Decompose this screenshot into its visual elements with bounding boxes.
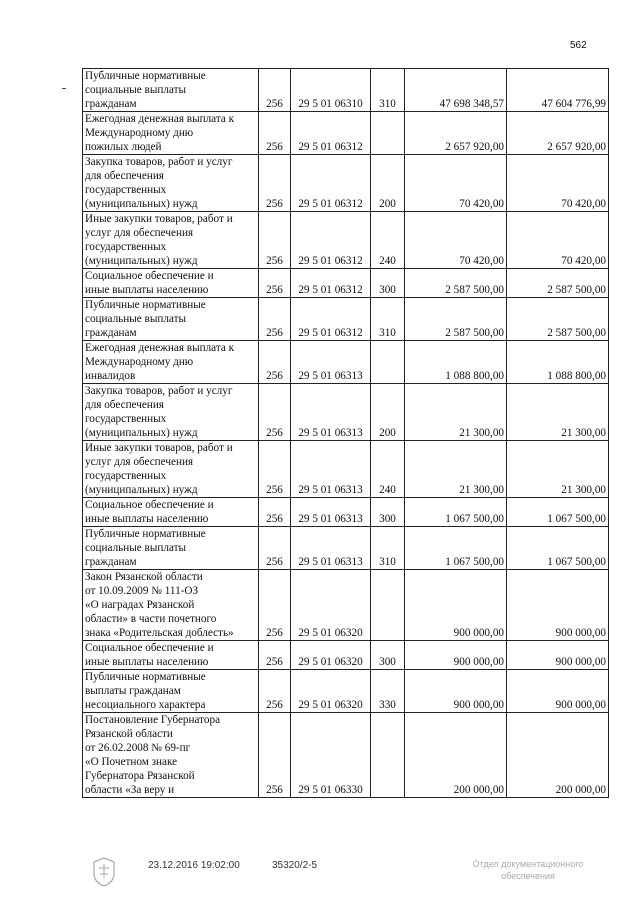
row-csr: 29 5 01 06312 (291, 269, 371, 298)
row-sum-1: 900 000,00 (405, 570, 507, 641)
row-sum-1: 21 300,00 (405, 384, 507, 441)
row-vr: 310 (371, 69, 405, 112)
row-code: 256 (259, 527, 291, 570)
row-name: Социальное обеспечение и иные выплаты населению (83, 641, 259, 670)
table-row (83, 441, 609, 498)
table-row (83, 527, 609, 570)
row-sum-2: 900 000,00 (507, 670, 609, 713)
row-csr: 29 5 01 06320 (291, 641, 371, 670)
row-name: Закон Рязанской области от 10.09.2009 № 111-ОЗ «О наградах Рязанской области» в части почетного знака «Родительская доблесть» (83, 570, 259, 641)
row-code: 256 (259, 298, 291, 341)
row-sum-1: 900 000,00 (405, 670, 507, 713)
row-name: Иные закупки товаров, работ и услуг для обеспечения государственных (муниципальных) нужд (83, 212, 259, 269)
row-sum-2: 900 000,00 (507, 570, 609, 641)
row-sum-2: 2 587 500,00 (507, 298, 609, 341)
row-vr: 200 (371, 155, 405, 212)
row-sum-2: 1 088 800,00 (507, 341, 609, 384)
table-row (83, 570, 609, 641)
table-row (83, 341, 609, 384)
budget-table (82, 68, 609, 798)
row-sum-2: 1 067 500,00 (507, 498, 609, 527)
row-code: 256 (259, 498, 291, 527)
footer-org-line1: Отдел документационного (472, 859, 584, 869)
table-row (83, 112, 609, 155)
table-row (83, 269, 609, 298)
row-sum-2: 47 604 776,99 (507, 69, 609, 112)
row-sum-1: 2 657 920,00 (405, 112, 507, 155)
row-sum-1: 70 420,00 (405, 212, 507, 269)
footer-org (448, 858, 608, 882)
row-vr: 200 (371, 384, 405, 441)
row-csr: 29 5 01 06312 (291, 212, 371, 269)
row-code: 256 (259, 212, 291, 269)
row-csr: 29 5 01 06320 (291, 670, 371, 713)
row-sum-1: 2 587 500,00 (405, 269, 507, 298)
row-code: 256 (259, 384, 291, 441)
row-sum-2: 21 300,00 (507, 441, 609, 498)
footer-org-line2: обеспечения (501, 871, 555, 881)
table-row (83, 641, 609, 670)
row-code: 256 (259, 112, 291, 155)
row-name: Публичные нормативные социальные выплаты гражданам (83, 298, 259, 341)
row-sum-2: 200 000,00 (507, 713, 609, 798)
row-csr: 29 5 01 06312 (291, 298, 371, 341)
row-name: Постановление Губернатора Рязанской области от 26.02.2008 № 69-пг «О Почетном знаке Губернатора Рязанской области «За веру и (83, 713, 259, 798)
table-row (83, 384, 609, 441)
row-csr: 29 5 01 06330 (291, 713, 371, 798)
table-body (83, 69, 609, 798)
row-vr: 240 (371, 441, 405, 498)
row-sum-2: 2 657 920,00 (507, 112, 609, 155)
table-row (83, 713, 609, 798)
row-code: 256 (259, 69, 291, 112)
row-vr: 300 (371, 498, 405, 527)
row-sum-1: 2 587 500,00 (405, 298, 507, 341)
margin-mark (62, 88, 66, 89)
row-sum-2: 70 420,00 (507, 155, 609, 212)
row-vr (371, 341, 405, 384)
row-sum-1: 21 300,00 (405, 441, 507, 498)
row-csr: 29 5 01 06312 (291, 155, 371, 212)
row-sum-1: 70 420,00 (405, 155, 507, 212)
row-csr: 29 5 01 06313 (291, 527, 371, 570)
row-csr: 29 5 01 06313 (291, 441, 371, 498)
row-code: 256 (259, 341, 291, 384)
row-sum-2: 70 420,00 (507, 212, 609, 269)
page-number: 562 (570, 40, 587, 51)
row-code: 256 (259, 670, 291, 713)
row-csr: 29 5 01 06313 (291, 498, 371, 527)
row-sum-2: 900 000,00 (507, 641, 609, 670)
table-row (83, 670, 609, 713)
row-sum-2: 1 067 500,00 (507, 527, 609, 570)
row-sum-1: 1 088 800,00 (405, 341, 507, 384)
row-name: Ежегодная денежная выплата к Международному дню инвалидов (83, 341, 259, 384)
table-row (83, 498, 609, 527)
row-vr: 330 (371, 670, 405, 713)
row-name: Публичные нормативные выплаты гражданам несоциального характера (83, 670, 259, 713)
row-vr: 240 (371, 212, 405, 269)
coat-of-arms-icon (90, 856, 118, 888)
row-vr (371, 112, 405, 155)
table-row (83, 212, 609, 269)
row-code: 256 (259, 570, 291, 641)
row-code: 256 (259, 713, 291, 798)
footer-doc-number: 35320/2-5 (272, 860, 318, 871)
row-csr: 29 5 01 06313 (291, 384, 371, 441)
row-name: Публичные нормативные социальные выплаты гражданам (83, 69, 259, 112)
row-name: Закупка товаров, работ и услуг для обеспечения государственных (муниципальных) нужд (83, 384, 259, 441)
row-vr: 310 (371, 298, 405, 341)
row-sum-1: 900 000,00 (405, 641, 507, 670)
row-code: 256 (259, 155, 291, 212)
row-name: Закупка товаров, работ и услуг для обеспечения государственных (муниципальных) нужд (83, 155, 259, 212)
table-row (83, 155, 609, 212)
row-name: Ежегодная денежная выплата к Международному дню пожилых людей (83, 112, 259, 155)
row-name: Социальное обеспечение и иные выплаты населению (83, 498, 259, 527)
row-vr (371, 570, 405, 641)
row-code: 256 (259, 269, 291, 298)
row-name: Иные закупки товаров, работ и услуг для обеспечения государственных (муниципальных) нужд (83, 441, 259, 498)
footer (0, 858, 640, 898)
row-sum-1: 1 067 500,00 (405, 527, 507, 570)
row-code: 256 (259, 441, 291, 498)
row-name: Публичные нормативные социальные выплаты гражданам (83, 527, 259, 570)
row-csr: 29 5 01 06312 (291, 112, 371, 155)
row-vr: 310 (371, 527, 405, 570)
row-csr: 29 5 01 06313 (291, 341, 371, 384)
footer-date: 23.12.2016 19:02:00 (148, 860, 240, 871)
row-sum-2: 21 300,00 (507, 384, 609, 441)
row-sum-1: 47 698 348,57 (405, 69, 507, 112)
row-csr: 29 5 01 06310 (291, 69, 371, 112)
table-row (83, 298, 609, 341)
row-csr: 29 5 01 06320 (291, 570, 371, 641)
row-name: Социальное обеспечение и иные выплаты населению (83, 269, 259, 298)
row-vr (371, 713, 405, 798)
row-sum-2: 2 587 500,00 (507, 269, 609, 298)
table-row (83, 69, 609, 112)
row-sum-1: 1 067 500,00 (405, 498, 507, 527)
row-code: 256 (259, 641, 291, 670)
row-vr: 300 (371, 269, 405, 298)
row-vr: 300 (371, 641, 405, 670)
row-sum-1: 200 000,00 (405, 713, 507, 798)
